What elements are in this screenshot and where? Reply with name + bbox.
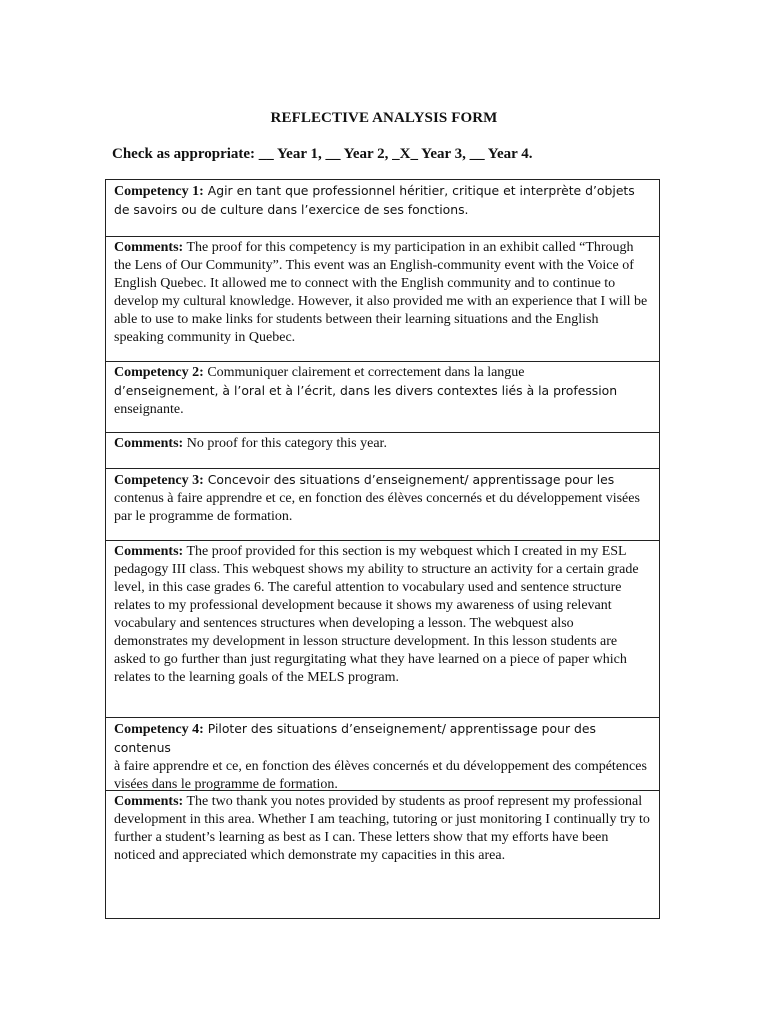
competency-2-cell bbox=[106, 362, 659, 433]
comments-4-cell bbox=[106, 791, 659, 919]
comments-3-text: The proof provided for this section is my webquest which I created in my ESL pedagogy III class. This webquest shows my ability to structure an activity for a certain grade level, in this case grades 6. The careful attention to vocabulary used and sentence structure relates to my professional development because it shows my awareness of using relevant vocabulary and sentences structures when developing a lesson. The webquest also demonstrates my development in lesson structure development. In this lesson students are asked to go further than just regurgitating what they have learned on a piece of paper which relates to the learning goals of the MELS program. bbox=[114, 544, 639, 685]
comments-4-label: Comments: bbox=[114, 794, 184, 809]
competency-1-cell bbox=[106, 180, 659, 237]
competency-2-label: Competency 2: bbox=[114, 365, 204, 380]
competency-4-label: Competency 4: bbox=[114, 722, 204, 737]
competency-2-text-c: enseignante. bbox=[114, 402, 184, 417]
comments-2-text: No proof for this category this year. bbox=[183, 436, 387, 451]
comments-2-label: Comments: bbox=[114, 436, 184, 451]
competency-1-text: Agir en tant que professionnel héritier, critique et interprète d’objets de savoirs ou de culture dans l’exercice de ses fonctions. bbox=[114, 183, 635, 217]
competency-3-cell bbox=[106, 469, 659, 541]
competency-3-text-a: Concevoir des situations d’enseignement/ apprentissage pour les bbox=[203, 472, 615, 487]
competency-4-text-b: à faire apprendre et ce, en fonction des élèves concernés et du développement des compétences visées dans le programme de formation. bbox=[114, 759, 647, 792]
competency-3-text-b: contenus à faire apprendre et ce, en fonction des élèves concernés et du développement visées par le programme de formation. bbox=[114, 491, 640, 524]
year-check-line: Check as appropriate: __ Year 1, __ Year 2, _X_ Year 3, __ Year 4. bbox=[112, 146, 533, 162]
comments-1-label: Comments: bbox=[114, 240, 184, 255]
comments-3-label: Comments: bbox=[114, 544, 184, 559]
comments-3-cell bbox=[106, 541, 659, 718]
competency-3-label: Competency 3: bbox=[114, 473, 204, 488]
competency-2-text-a: Communiquer clairement et correctement dans la langue bbox=[203, 365, 525, 380]
reflective-analysis-table bbox=[105, 179, 660, 919]
comments-2-cell bbox=[106, 433, 659, 469]
comments-1-cell bbox=[106, 237, 659, 362]
competency-4-text-a: Piloter des situations d’enseignement/ apprentissage pour des contenus bbox=[114, 721, 596, 755]
competency-1-label: Competency 1: bbox=[114, 184, 204, 199]
form-title: REFLECTIVE ANALYSIS FORM bbox=[270, 110, 498, 126]
competency-4-cell bbox=[106, 718, 659, 791]
comments-1-text: The proof for this competency is my participation in an exhibit called “Through the Lens of Our Community”. This event was an English-community event with the Voice of English Quebec. It allowed me to connect with the English community and to continue to develop my cultural knowledge. However, it also provided me with an experience that I will be able to use to make links for students between their learning situations and the English speaking community in Quebec. bbox=[114, 240, 648, 345]
comments-4-text: The two thank you notes provided by students as proof represent my professional development in this area. Whether I am teaching, tutoring or just monitoring I continually try to further a student’s learning as best as I can. These letters show that my efforts have been noticed and appreciated which demonstrate my capacities in this area. bbox=[114, 794, 650, 863]
competency-2-text-b: d’enseignement, à l’oral et à l’écrit, dans les divers contextes liés à la profession bbox=[114, 383, 618, 398]
